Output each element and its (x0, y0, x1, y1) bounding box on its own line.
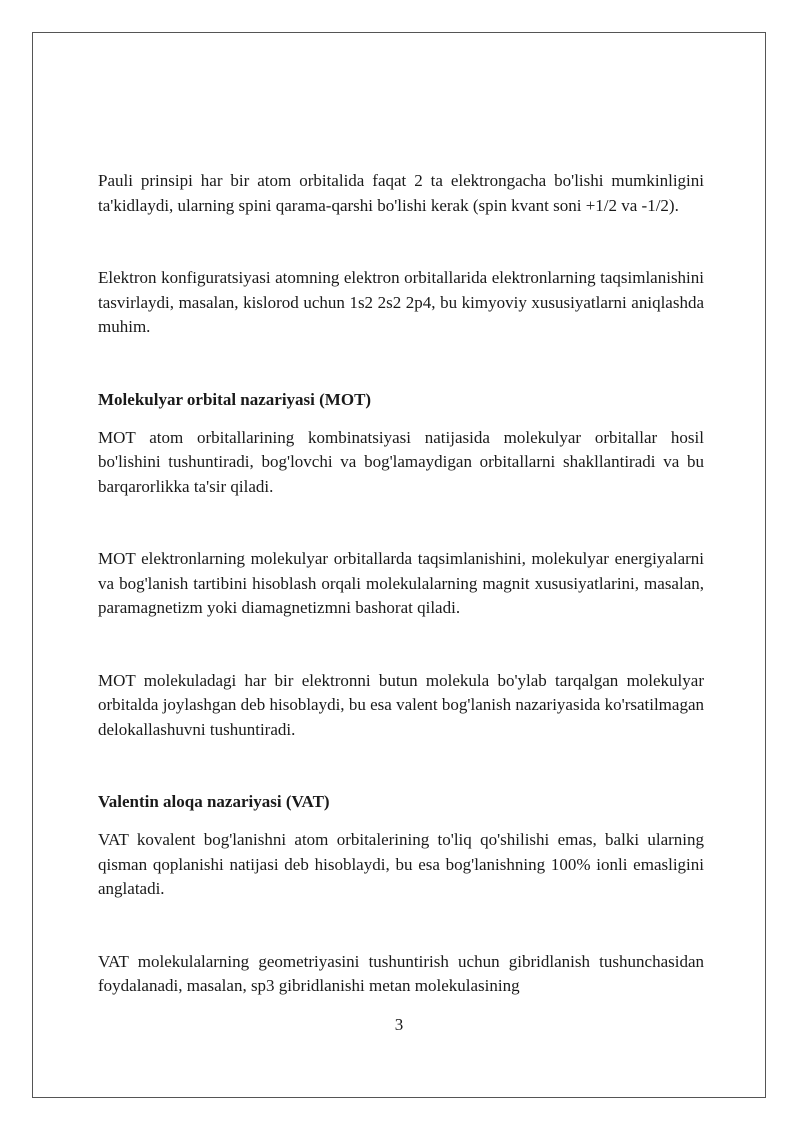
paragraph-mot-magnetic: MOT elektronlarning molekulyar orbitallarda taqsimlanishini, molekulyar energiyalarni va bog'lanish tartibini hisoblash orqali molekulalarning magnit xususiyatlarini, masalan, paramagnetizm yoki diamagnetizmni bashorat qiladi. (98, 549, 704, 617)
paragraph-electron-configuration: Elektron konfiguratsiyasi atomning elektron orbitallarida elektronlarning taqsimlanishini tasvirlaydi, masalan, kislorod uchun 1s2 2s2 2p4, bu kimyoviy xususiyatlarni aniqlashda muhim. (98, 268, 704, 336)
paragraph-vat-overlap: VAT kovalent bog'lanishni atom orbitalerining to'liq qo'shilishi emas, balki ularning qisman qoplanishi natijasi deb hisoblaydi, bu esa bog'lanishning 100% ionli emasligini anglatadi. (98, 830, 704, 898)
paragraph-mot-delocalization: MOT molekuladagi har bir elektronni butun molekula bo'ylab tarqalgan molekulyar orbitalda joylashgan deb hisoblaydi, bu esa valent bog'lanish nazariyasida ko'rsatilmagan delokallashuvni tushuntiradi. (98, 670, 704, 739)
page-body (98, 169, 704, 999)
paragraph-vat-hybridization: VAT molekulalarning geometriyasini tushuntirish uchun gibridlanish tushunchasidan foydalanadi, masalan, sp3 gibridlanishi metan molekulasining (98, 951, 704, 995)
paragraph-pauli-principle: Pauli prinsipi har bir atom orbitalida faqat 2 ta elektrongacha bo'lishi mumkinligini ta'kidlaydi, ularning spini qarama-qarshi bo'lishi kerak (spin kvant soni +1/2 va -1/2). (98, 171, 704, 215)
heading-mot: Molekulyar orbital nazariyasi (MOT) (98, 389, 372, 409)
document-page (32, 32, 766, 1098)
page-number: 3 (394, 1015, 404, 1034)
paragraph-mot-combination: MOT atom orbitallarining kombinatsiyasi natijasida molekulyar orbitallar hosil bo'lishini tushuntiradi, bog'lovchi va bog'lamaydigan orbitallarni shakllantiradi va bu barqarorlikka ta'sir qiladi. (98, 427, 704, 496)
heading-vat: Valentin aloqa nazariyasi (VAT) (98, 792, 330, 811)
